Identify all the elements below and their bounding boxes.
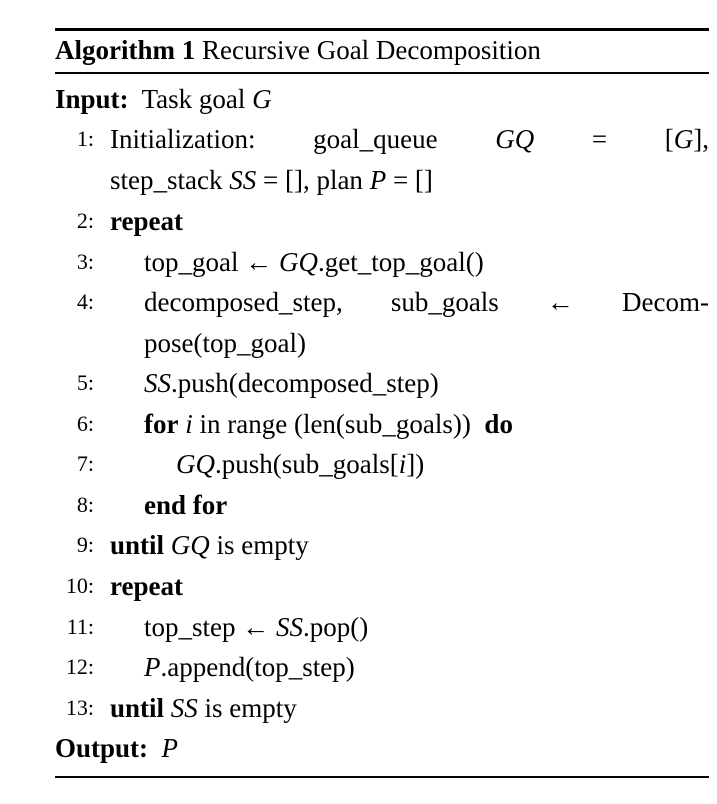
until-keyword: until	[110, 530, 165, 560]
repeat-keyword: repeat	[110, 206, 183, 236]
bottom-rule	[55, 776, 709, 778]
range-expr: in range (len(sub_goals))	[199, 409, 471, 439]
gq-var: GQ	[176, 449, 215, 479]
algo-line-13	[0, 688, 717, 728]
algorithm-name: Recursive Goal Decomposition	[201, 35, 541, 65]
p-var: P	[369, 165, 387, 195]
do-keyword: do	[484, 409, 513, 439]
plan-text: = [], plan	[262, 165, 363, 195]
decompose-word: Decom-	[622, 287, 709, 317]
algo-line-4	[0, 282, 717, 322]
decomposed-step-word: decomposed_step,	[144, 287, 343, 317]
assign-arrow: ←	[546, 287, 574, 317]
algo-line-6	[0, 404, 717, 444]
bracket-left: [	[664, 124, 674, 154]
algo-line-5	[0, 363, 717, 403]
push-step-call: .push(decomposed_step)	[171, 368, 439, 398]
line-number: 13:	[65, 695, 94, 720]
gq-var: GQ	[170, 530, 210, 560]
ss-var: SS	[144, 368, 171, 398]
algorithm-label: Algorithm 1	[55, 35, 196, 65]
line-number: 8:	[76, 492, 94, 517]
input-line	[0, 79, 717, 119]
algo-line-8	[0, 485, 717, 525]
line-number: 7:	[76, 451, 94, 476]
output-line	[0, 728, 717, 768]
algo-line-7	[0, 444, 717, 484]
output-var: P	[161, 733, 179, 763]
output-label: Output:	[55, 733, 149, 763]
bracket-right: ],	[693, 124, 709, 154]
p-var: P	[144, 652, 161, 682]
algo-line-1-cont	[0, 160, 717, 200]
equals-sign: =	[591, 124, 608, 154]
line-number: 1:	[76, 126, 94, 151]
input-var: G	[252, 84, 272, 114]
gq-var: GQ	[279, 247, 318, 277]
ss-var: SS	[229, 165, 257, 195]
algo-line-11	[0, 607, 717, 647]
decompose-continuation: pose(top_goal)	[144, 328, 306, 358]
push-subgoal-call: .push(sub_goals[	[215, 449, 399, 479]
algorithm-title	[55, 31, 541, 69]
algo-line-1	[0, 119, 717, 159]
line-number: 12:	[65, 654, 94, 679]
push-subgoal-close: ])	[406, 449, 425, 479]
algo-line-10	[0, 566, 717, 606]
append-call: .append(top_step)	[160, 652, 355, 682]
until-keyword: until	[110, 693, 165, 723]
title-rule	[55, 72, 709, 74]
i-var: i	[185, 409, 193, 439]
sub-goals-word: sub_goals	[390, 287, 499, 317]
is-empty-text: is empty	[216, 530, 309, 560]
plan-init: = []	[392, 165, 433, 195]
line-number: 4:	[76, 289, 94, 314]
input-text: Task goal	[141, 84, 246, 114]
g-var: G	[673, 124, 694, 154]
get-top-goal-call: .get_top_goal()	[318, 247, 484, 277]
pop-call: .pop()	[303, 612, 369, 642]
algo-line-4-cont	[0, 323, 717, 363]
line-number: 9:	[76, 532, 94, 557]
gq-var: GQ	[495, 124, 535, 154]
line-number: 2:	[76, 208, 94, 233]
line-number: 11:	[66, 614, 94, 639]
i-var: i	[398, 449, 407, 479]
algo-line-2	[0, 201, 717, 241]
top-goal-assign: top_goal ←	[144, 247, 273, 277]
input-label: Input:	[55, 84, 129, 114]
line-number: 3:	[76, 249, 94, 274]
top-step-assign: top_step ←	[144, 612, 270, 642]
repeat-keyword: repeat	[110, 571, 183, 601]
is-empty-text: is empty	[204, 693, 297, 723]
goal-queue-word: goal_queue	[313, 124, 438, 154]
step-stack-word: step_stack	[110, 165, 223, 195]
ss-var: SS	[170, 693, 198, 723]
for-keyword: for	[144, 409, 179, 439]
ss-var: SS	[276, 612, 303, 642]
algo-line-9	[0, 525, 717, 565]
line-number: 6:	[76, 411, 94, 436]
line-number: 10:	[65, 573, 94, 598]
algo-line-12	[0, 647, 717, 687]
line-number: 5:	[76, 370, 94, 395]
end-for-keyword: end for	[144, 490, 228, 520]
init-word: Initialization:	[110, 124, 256, 154]
algo-line-3	[0, 242, 717, 282]
